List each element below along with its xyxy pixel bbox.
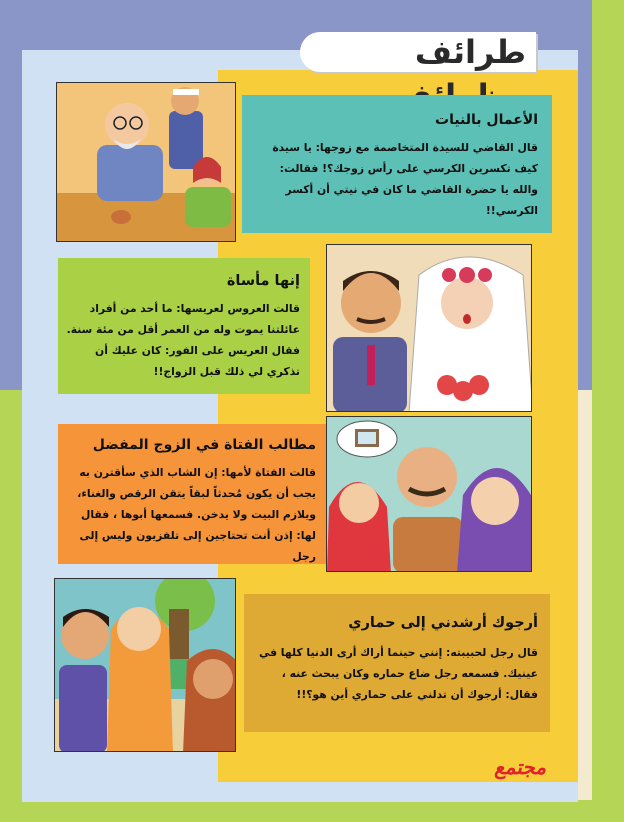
bride-groom-illustration: [327, 245, 532, 412]
page-title: طرائف: [414, 33, 526, 71]
bride-groom-cartoon: [326, 244, 532, 412]
story-heading: مطالب الفتاة في الزوج المفضل: [92, 437, 316, 453]
story-heading: أرجوك أرشدني إلى حماري: [348, 615, 538, 631]
green-left-band: [0, 390, 22, 822]
magazine-logo: مجتمع: [494, 755, 546, 779]
story-card: [58, 424, 326, 564]
story-heading: إنها مأساة: [226, 273, 300, 289]
story-text: قال رجل لحبيبته: إنني حينما أراك أرى الدنيا كلها في عينيك. فسمعه رجل ضاع حماره وكان يبحث عنه ، فقال: أرجوك أن تدلني على حماري أين هو؟!!: [259, 646, 538, 701]
green-bottom-band: [0, 800, 624, 822]
story-text: قال القاضي للسيدة المتخاصمة مع زوجها: يا سيدة كيف تكسرين الكرسي على رأس زوجك؟! فقالت: والله يا حضرة القاضي ما كان في نيتي أن أكسر الكرسي!!: [272, 141, 538, 217]
story-text: قالت العروس لعريسها: ما أحد من أفراد عائلتنا يموت وله من العمر أقل من مئة سنة. فقال العريس على الفور: كان عليك أن تذكري لي ذلك قبل الزواج!!: [66, 302, 300, 378]
couple-bench-illustration: [55, 579, 236, 752]
family-tv-illustration: [327, 417, 532, 572]
story-card: [242, 95, 552, 233]
story-card: [244, 594, 550, 732]
judge-courtroom-cartoon: [56, 82, 236, 242]
family-tv-cartoon: [326, 416, 532, 572]
green-side-band: [592, 0, 624, 822]
story-heading: الأعمال بالنيات: [435, 112, 538, 128]
story-card: [58, 258, 310, 394]
couple-bench-donkey-cartoon: [54, 578, 236, 752]
judge-courtroom-illustration: [57, 83, 236, 242]
story-text: قالت الفتاة لأمها: إن الشاب الذي سأقترن به يجب أن يكون مُحدثاً لبقاً يتقن الرقص والغناء، ويلازم البيت ولا يدخن. فسمعها أبوها ، فقال لها: إذن أنت تحتاجين إلى تلفزيون وليس إلى رجل: [77, 466, 316, 563]
